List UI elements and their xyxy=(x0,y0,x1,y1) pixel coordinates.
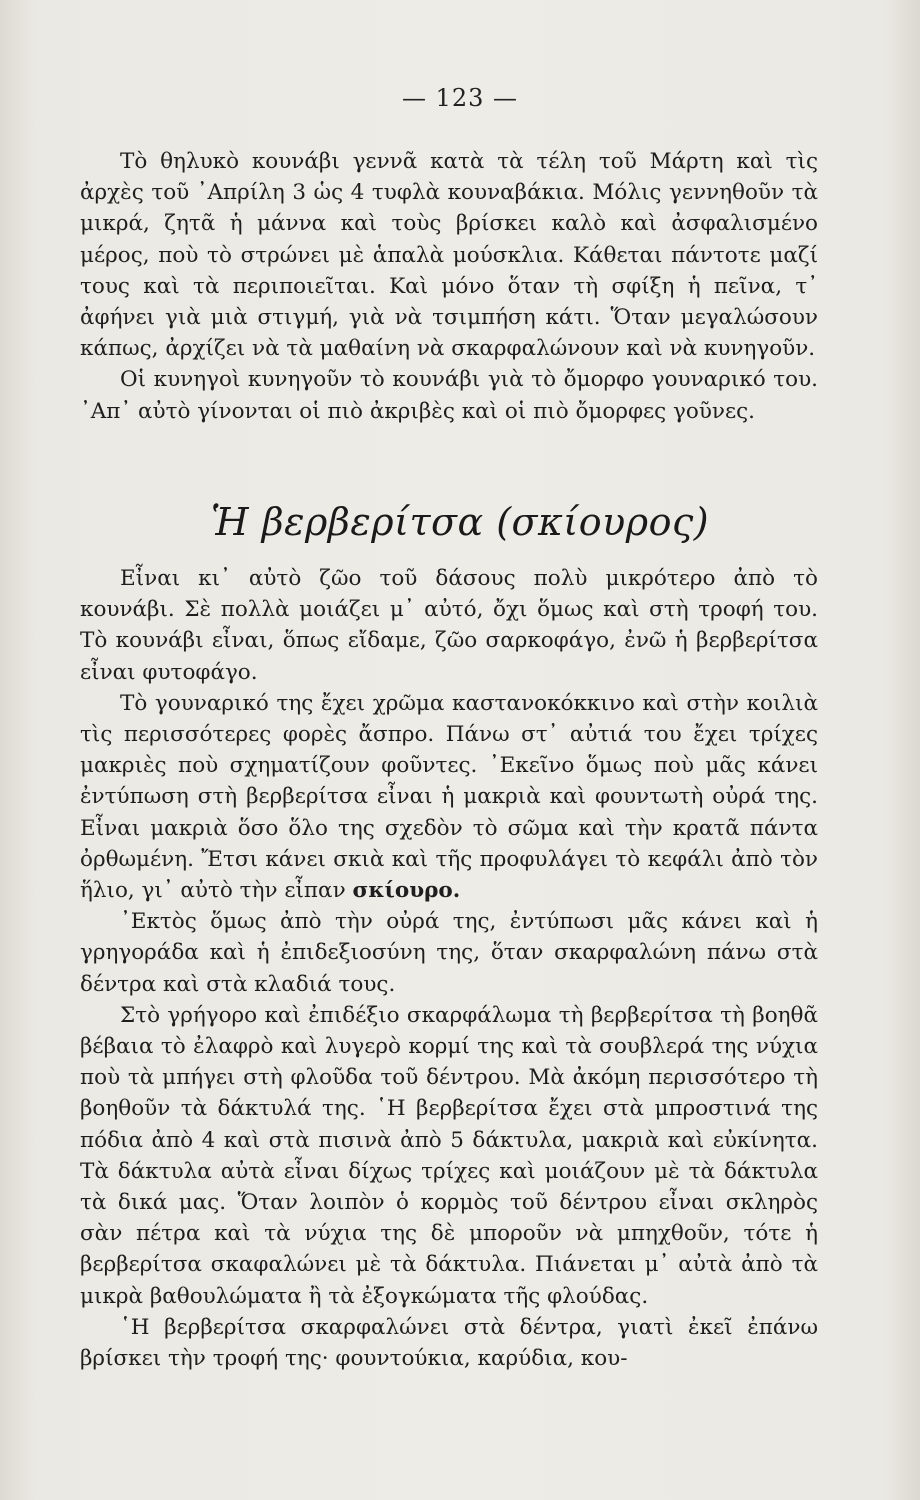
paragraph-ververitsa-fur-text: Τὸ γουναρικό της ἔχει χρῶμα καστανοκόκκινο καὶ στὴν κοιλιὰ τὶς περισσότερες φορὲς ἄσπρο. Πάνω στ᾿ αὐτιά του ἔχει τρίχες μακριὲς ποὺ σχηματίζουν φοῦντες. ᾿Εκεῖνο ὅμως ποὺ μᾶς κάνει ἐντύπωση στὴ βερβερίτσα εἶναι ἡ μακριὰ καὶ φουντωτὴ οὐρά της. Εἶναι μακριὰ ὅσο ὅλο της σχεδὸν τὸ σῶμα καὶ τὴν κρατᾶ πάντα ὀρθωμένη. Ἔτσι κάνει σκιὰ καὶ τῆς προφυλάγει τὸ κεφάλι ἀπὸ τὸν ἥλιο, γι᾿ αὐτὸ τὴν εἶπαν xyxy=(80,690,818,904)
paragraph-ververitsa-fur xyxy=(80,688,818,906)
page-number: — 123 — xyxy=(401,84,519,112)
paragraph-ververitsa-intro: Εἶναι κι᾿ αὐτὸ ζῶο τοῦ δάσους πολὺ μικρότερο ἀπὸ τὸ κουνάβι. Σὲ πολλὰ μοιάζει μ᾿ αὐτό, ὄχι ὅμως καὶ στὴ τροφή του. Τὸ κουνάβι εἶναι, ὅπως εἴδαμε, ζῶο σαρκοφάγο, ἐνῶ ἡ βερβερίτσα εἶναι φυτοφάγο. xyxy=(80,566,818,685)
paragraph-ververitsa-agility: ᾿Εκτὸς ὅμως ἀπὸ τὴν οὐρά της, ἐντύπωσι μᾶς κάνει καὶ ἡ γρηγοράδα καὶ ἡ ἐπιδεξιοσύνη της, ὅταν σκαρφαλώνη πάνω στὰ δέντρα καὶ στὰ κλαδιά τους. xyxy=(80,909,818,997)
section-kounavi-text xyxy=(80,146,818,427)
emphasis-skiouro: σκίουρο. xyxy=(352,878,461,904)
paragraph-ververitsa-climbing: Στὸ γρήγορο καὶ ἐπιδέξιο σκαρφάλωμα τὴ βερβερίτσα τὴ βοηθᾶ βέβαια τὸ ἐλαφρὸ καὶ λυγερὸ κορμί της καὶ τὰ σουβλερά της νύχια ποὺ τὰ μπήγει στὴ φλοῦδα τοῦ δέντρου. Μὰ ἀκόμη περισσότερο τὴ βοηθοῦν τὰ δάκτυλά της. ῾Η βερβερίτσα ἔχει στὰ μπροστινά της πόδια ἀπὸ 4 καὶ στὰ πισινὰ ἀπὸ 5 δάκτυλα, μακριὰ καὶ εὐκίνητα. Τὰ δάκτυλα αὐτὰ εἶναι δίχως τρίχες καὶ μοιάζουν μὲ τὰ δάκτυλα τὰ δικά μας. Ὅταν λοιπὸν ὁ κορμὸς τοῦ δέντρου εἶναι σκληρὸς σὰν πέτρα καὶ τὰ νύχια της δὲ μποροῦν νὰ μπηχθοῦν, τότε ἡ βερβερίτσα σκαφαλώνει μὲ τὰ δάκτυλα. Πιάνεται μ᾿ αὐτὰ ἀπὸ τὰ μικρὰ βαθουλώματα ἢ τὰ ἐξογκώματα τῆς φλούδας. xyxy=(80,1002,818,1309)
paragraph-ververitsa-food: ῾Η βερβερίτσα σκαρφαλώνει στὰ δέντρα, γιατὶ ἐκεῖ ἐπάνω βρίσκει τὴν τροφή της· φουντούκια, καρύδια, κου- xyxy=(80,1314,818,1372)
section-ververitsa-text xyxy=(80,563,818,1374)
section-heading: Ἡ βερβερίτσα (σκίουρος) xyxy=(210,500,710,544)
paragraph-kounavi-hunters: Οἱ κυνηγοὶ κυνηγοῦν τὸ κουνάβι γιὰ τὸ ὄμορφο γουναρικό του. ᾿Απ᾿ αὐτὸ γίνονται οἱ πιὸ ἀκριβὲς καὶ οἱ πιὸ ὄμορφες γοῦνες. xyxy=(80,367,818,424)
paragraph-kounavi-birth: Τὸ θηλυκὸ κουνάβι γεννᾶ κατὰ τὰ τέλη τοῦ Μάρτη καὶ τὶς ἀρχὲς τοῦ ᾿Απρίλη 3 ὡς 4 τυφλὰ κουναβάκια. Μόλις γεννηθοῦν τὰ μικρά, ζητᾶ ἡ μάννα καὶ τοὺς βρίσκει καλὸ καὶ ἀσφαλισμένο μέρος, ποὺ τὸ στρώνει μὲ ἁπαλὰ μούσκλια. Κάθεται πάντοτε μαζί τους καὶ τὰ περιποιεῖται. Καὶ μόνο ὅταν τὴ σφίξη ἡ πεῖνα, τ᾿ ἀφήνει γιὰ μιὰ στιγμή, γιὰ νὰ τσιμπήση κάτι. Ὅταν μεγαλώσουν κάπως, ἀρχίζει νὰ τὰ μαθαίνη νὰ σκαρφαλώνουν καὶ νὰ κυνηγοῦν. xyxy=(80,149,818,362)
